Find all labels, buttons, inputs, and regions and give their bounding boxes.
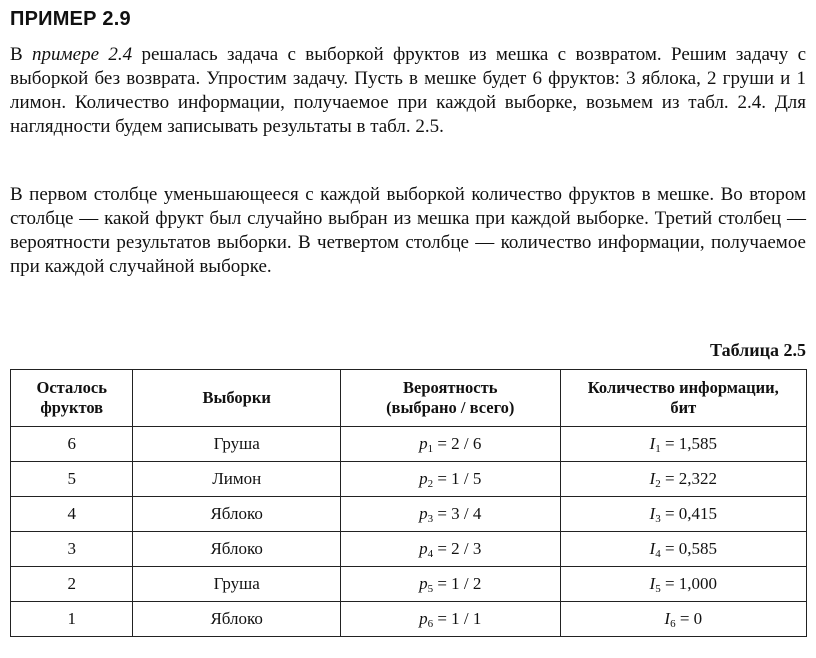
probability-value: = 2 / 3: [433, 538, 482, 558]
table-header-row: [11, 370, 807, 427]
cell-fruit: Груша: [133, 567, 340, 602]
probability-symbol: p: [419, 468, 428, 488]
cell-probability: [340, 602, 560, 637]
probability-index: 4: [427, 547, 434, 560]
header-samples: Выборки: [133, 370, 340, 427]
header-probability-line1: Вероятность: [403, 378, 498, 397]
header-probability-line2: (выбрано / всего): [386, 398, 515, 417]
cell-fruit: Яблоко: [133, 497, 340, 532]
cell-probability: [340, 567, 560, 602]
information-value: = 0: [675, 608, 703, 628]
probability-value: = 1 / 2: [433, 573, 482, 593]
cell-information: [560, 462, 806, 497]
paragraph-intro: [10, 43, 806, 139]
probability-index: 6: [427, 617, 434, 630]
probability-value: = 3 / 4: [433, 503, 482, 523]
table-row: [11, 567, 807, 602]
probability-index: 5: [427, 582, 434, 595]
table-row: [11, 532, 807, 567]
information-value: = 2,322: [660, 468, 718, 488]
cell-information: [560, 602, 806, 637]
probability-symbol: p: [419, 573, 428, 593]
table-row: [11, 497, 807, 532]
paragraph-columns-description: В первом столбце уменьшающееся с каждой выборкой количество фруктов в мешке. Во втором столбце — какой фрукт был случайно выбран из мешка при каждой выборке. Третий столбец — вероятности результатов выборки. В четвертом столбце — количество информации, получаемое при каждой случайной выборке.: [10, 184, 806, 277]
cell-remaining: 3: [11, 532, 133, 567]
probability-symbol: p: [419, 433, 428, 453]
cell-probability: [340, 497, 560, 532]
information-index: 1: [655, 442, 661, 455]
information-symbol: I: [649, 538, 656, 558]
cell-remaining: 6: [11, 427, 133, 462]
probability-symbol: p: [419, 538, 428, 558]
cell-fruit: Груша: [133, 427, 340, 462]
table-row: [11, 427, 807, 462]
information-value: = 0,415: [660, 503, 718, 523]
header-remaining-line2: фруктов: [40, 398, 104, 417]
information-value: = 1,585: [660, 433, 718, 453]
cell-information: [560, 532, 806, 567]
information-symbol: I: [649, 503, 656, 523]
information-index: 2: [655, 477, 661, 490]
cell-fruit: Яблоко: [133, 532, 340, 567]
cell-remaining: 1: [11, 602, 133, 637]
cell-fruit: Яблоко: [133, 602, 340, 637]
information-value: = 1,000: [660, 573, 718, 593]
information-symbol: I: [649, 573, 656, 593]
header-remaining-line1: Осталось: [36, 378, 107, 397]
information-index: 3: [655, 512, 661, 525]
information-symbol: I: [649, 433, 656, 453]
table-row: [11, 602, 807, 637]
paragraph-intro-lead: В: [10, 44, 23, 65]
probability-symbol: p: [419, 503, 428, 523]
probability-index: 3: [427, 512, 434, 525]
header-information-line2: бит: [670, 398, 697, 417]
results-table: [10, 369, 807, 637]
header-information: [560, 370, 806, 427]
information-symbol: I: [649, 468, 656, 488]
example-reference: примере 2.4: [32, 44, 133, 65]
cell-remaining: 2: [11, 567, 133, 602]
probability-value: = 2 / 6: [433, 433, 482, 453]
cell-fruit: Лимон: [133, 462, 340, 497]
information-index: 6: [670, 617, 676, 630]
information-index: 4: [655, 547, 661, 560]
cell-remaining: 5: [11, 462, 133, 497]
table-row: [11, 462, 807, 497]
information-index: 5: [655, 582, 661, 595]
cell-information: [560, 427, 806, 462]
probability-value: = 1 / 1: [433, 608, 482, 628]
probability-value: = 1 / 5: [433, 468, 482, 488]
header-remaining: [11, 370, 133, 427]
cell-probability: [340, 427, 560, 462]
cell-probability: [340, 462, 560, 497]
cell-probability: [340, 532, 560, 567]
cell-remaining: 4: [11, 497, 133, 532]
paragraph-intro-text: решалась задача с выборкой фруктов из мешка с возвратом. Решим задачу с выборкой без возврата. Упростим задачу. Пусть в мешке будет 6 фруктов: 3 яблока, 2 груши и 1 лимон. Количество информации, получаемое при каждой выборке, возьмем из табл. 2.4. Для наглядности будем записывать результаты в табл. 2.5.: [10, 44, 806, 137]
header-information-line1: Количество информации,: [587, 378, 779, 397]
probability-index: 1: [427, 442, 434, 455]
header-probability: [340, 370, 560, 427]
information-symbol: I: [664, 608, 671, 628]
probability-symbol: p: [419, 608, 428, 628]
cell-information: [560, 567, 806, 602]
cell-information: [560, 497, 806, 532]
example-heading: ПРИМЕР 2.9: [10, 8, 131, 30]
table-caption: Таблица 2.5: [710, 340, 806, 360]
information-value: = 0,585: [660, 538, 718, 558]
probability-index: 2: [427, 477, 434, 490]
